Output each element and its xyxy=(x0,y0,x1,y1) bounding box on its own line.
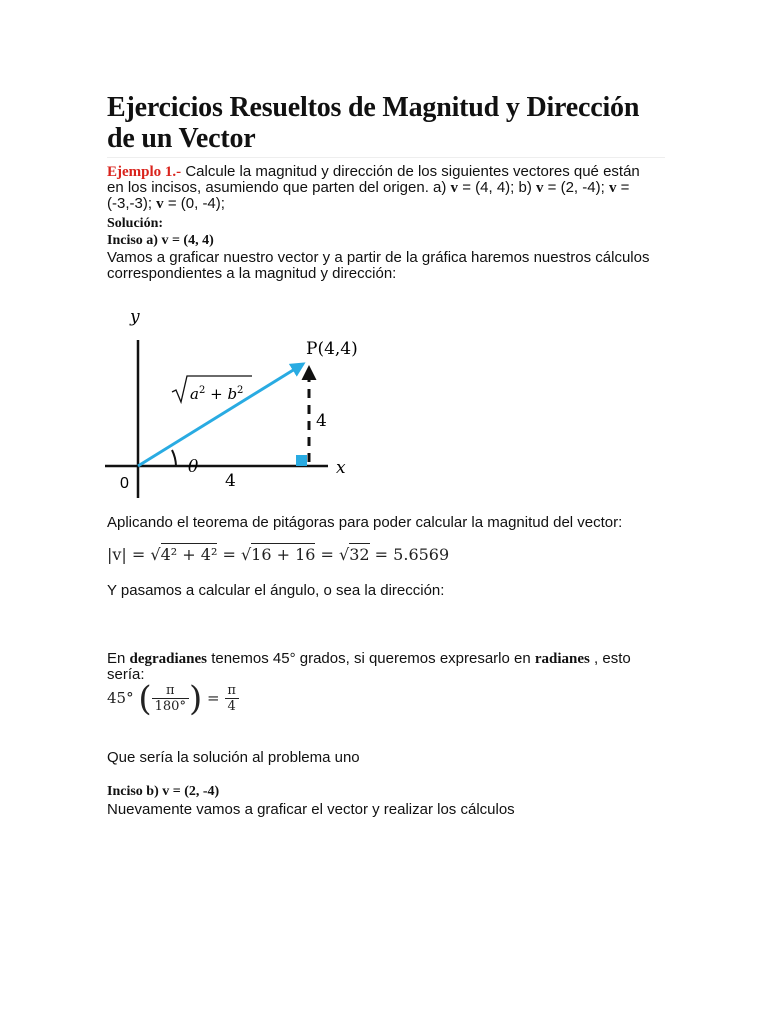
radian-formula xyxy=(107,678,239,718)
degrees-end: , esto sería: xyxy=(107,650,631,683)
vector-symbol-c: v xyxy=(608,180,617,196)
radian-lead: 45° xyxy=(107,689,134,707)
degradianes-word: degradianes xyxy=(129,651,208,667)
vector-diagram xyxy=(100,300,360,500)
radianes-word: radianes xyxy=(534,651,590,667)
sqrt-radicand-2: 16 + 16 xyxy=(251,545,316,564)
solution-label: Solución: xyxy=(107,216,164,231)
hypotenuse-radicand: $a^2 + b^2$ xyxy=(190,385,244,403)
theta-arc xyxy=(172,450,176,466)
degrees-en: En xyxy=(107,650,130,667)
pythagoras-text: Aplicando el teorema de pitágoras para poder calcular la magnitud del vector: xyxy=(107,514,623,531)
vector-d-value: = (0, -4); xyxy=(163,195,225,212)
sqrt-radicand-3: 32 xyxy=(349,545,370,564)
origin-label: 0 xyxy=(120,475,129,492)
example-label: Ejemplo 1.- xyxy=(107,164,182,180)
x-axis-label: x xyxy=(336,458,346,478)
fraction-numerator: π xyxy=(166,683,175,698)
next-text: Nuevamente vamos a graficar el vector y realizar los cálculos xyxy=(107,801,515,818)
angle-text: Y pasamos a calcular el ángulo, o sea la dirección: xyxy=(107,582,445,599)
hypotenuse-formula xyxy=(172,376,252,403)
fraction-pi-over-180 xyxy=(152,684,189,714)
theta-label: θ xyxy=(188,457,199,477)
magnitude-formula xyxy=(107,545,449,565)
vector-symbol-b: v xyxy=(536,180,544,196)
vertical-side-label: 4 xyxy=(316,411,327,431)
inciso-b-heading: Inciso b) v = (2, -4) xyxy=(107,784,220,799)
equals-2: = xyxy=(315,545,340,564)
radian-equals: = xyxy=(207,689,220,707)
horizontal-side-label: 4 xyxy=(225,471,236,491)
example-text: Calcule la magnitud y dirección de los siguientes vectores qué están en los incisos, asumiendo que parten del origen. a) xyxy=(107,163,640,196)
vector-a-value: = (4, 4); b) xyxy=(458,179,536,196)
vector-b-value: = (2, -4); xyxy=(543,179,609,196)
vector-arrow xyxy=(138,364,303,466)
y-axis-label: y xyxy=(130,307,140,327)
magnitude-lhs: |v| = xyxy=(107,545,151,564)
vector-c-value: = (-3,-3); xyxy=(107,179,630,212)
intro-text: Vamos a graficar nuestro vector y a partir de la gráfica haremos nuestros cálculos correspondientes a la magnitud y dirección: xyxy=(107,249,650,282)
sqrt-radicand-1: 4² + 4² xyxy=(160,545,218,564)
result-numerator: π xyxy=(227,683,236,698)
page-title: Ejercicios Resueltos de Magnitud y Dirección de un Vector xyxy=(107,92,640,154)
magnitude-result: = 5.6569 xyxy=(369,545,450,564)
solution-problem-text: Que sería la solución al problema uno xyxy=(107,749,360,766)
fraction-pi-over-4 xyxy=(224,684,239,714)
left-paren: ( xyxy=(138,679,152,719)
equals-1: = xyxy=(217,545,241,564)
sqrt-sign-3: √ xyxy=(339,545,350,564)
result-denominator: 4 xyxy=(225,698,239,714)
inciso-a-heading: Inciso a) v = (4, 4) xyxy=(107,233,214,248)
right-paren: ) xyxy=(188,679,203,719)
example-paragraph xyxy=(107,164,655,212)
point-label: P(4,4) xyxy=(306,339,358,359)
vector-symbol-a: v xyxy=(450,180,459,196)
vector-symbol-d: v xyxy=(156,196,164,212)
right-angle-marker xyxy=(296,455,307,466)
degrees-mid: tenemos 45° grados, si queremos expresarlo en xyxy=(207,650,535,667)
title-divider xyxy=(107,157,665,158)
sqrt-sign-1: √ xyxy=(150,545,161,564)
fraction-denominator: 180° xyxy=(152,698,189,714)
sqrt-sign-2: √ xyxy=(240,545,252,564)
